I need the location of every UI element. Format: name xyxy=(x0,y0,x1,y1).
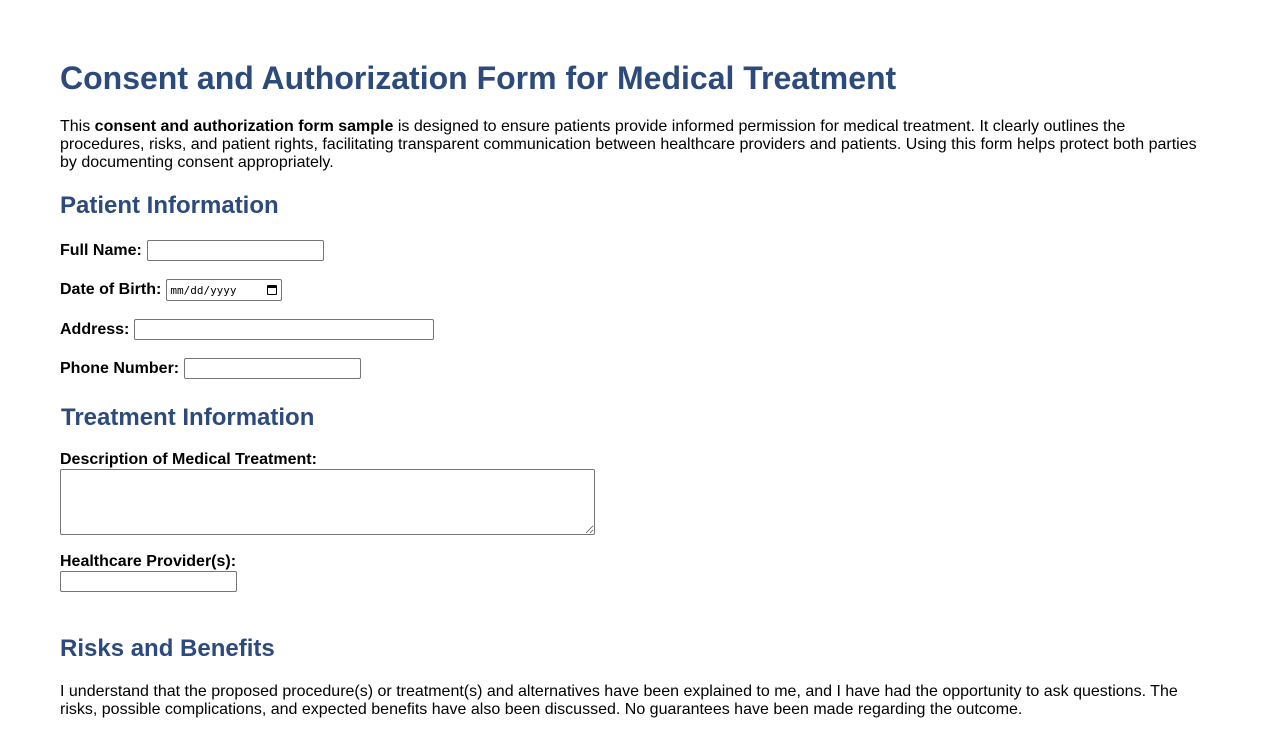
full-name-input[interactable] xyxy=(147,240,324,261)
date-of-birth-label: Date of Birth: xyxy=(60,281,162,298)
risks-paragraph: I understand that the proposed procedure(s) or treatment(s) and alternatives have been explained to me, and I have had the opportunity to ask questions. The risks, possible complications, and expected benefits have also been discussed. No guarantees have been made regarding the outcome. xyxy=(60,683,1178,718)
treatment-information-heading: Treatment Information xyxy=(61,404,315,431)
full-name-row xyxy=(60,240,324,261)
intro-text-before: This xyxy=(60,118,95,135)
patient-information-heading: Patient Information xyxy=(60,192,279,219)
intro-text-after: is designed to ensure patients provide informed permission for medical treatment. It clearly outlines the procedures, risks, and patient rights, facilitating transparent communication between healthcare providers and patients. Using this form helps protect both parties by documenting consent appropriately. xyxy=(60,118,1197,171)
intro-paragraph xyxy=(60,118,1205,172)
intro-text-bold: consent and authorization form sample xyxy=(94,118,394,135)
page-title: Consent and Authorization Form for Medical Treatment xyxy=(60,60,897,96)
phone-number-row xyxy=(60,358,361,379)
treatment-description-textarea[interactable] xyxy=(60,469,595,535)
phone-number-input[interactable] xyxy=(184,358,361,379)
address-row xyxy=(60,319,434,340)
full-name-label: Full Name: xyxy=(60,241,142,259)
address-label: Address: xyxy=(60,320,130,338)
date-of-birth-row xyxy=(60,279,282,301)
calendar-icon[interactable] xyxy=(267,285,277,295)
phone-number-label: Phone Number: xyxy=(60,359,180,377)
treatment-description-label: Description of Medical Treatment: xyxy=(60,451,317,468)
healthcare-providers-input[interactable] xyxy=(60,571,237,592)
date-of-birth-placeholder: mm/dd/yyyy xyxy=(170,283,237,297)
date-of-birth-input[interactable] xyxy=(166,279,282,301)
healthcare-providers-label: Healthcare Provider(s): xyxy=(60,553,237,570)
risks-and-benefits-heading: Risks and Benefits xyxy=(60,635,275,662)
address-input[interactable] xyxy=(134,319,434,340)
